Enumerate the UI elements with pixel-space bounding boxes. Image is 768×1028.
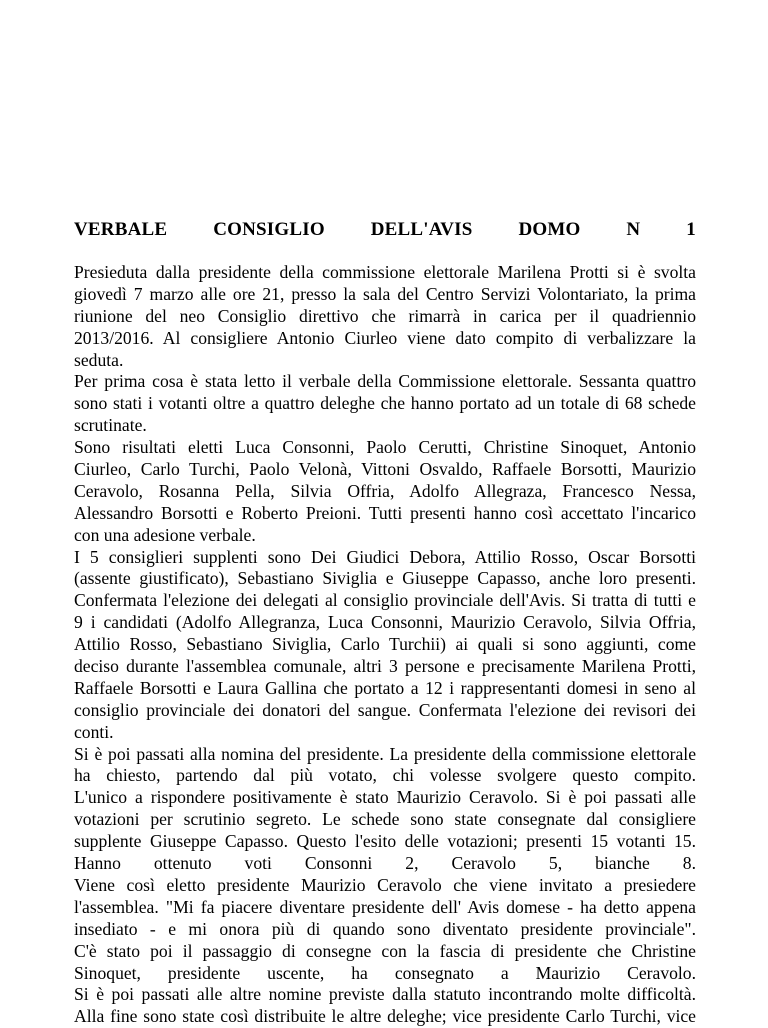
body-line: riunione del neo Consiglio direttivo che rimarrà in carica per il quadriennio	[74, 305, 696, 326]
title-word: 1	[686, 219, 696, 240]
body-line: Alessandro Borsotti e Roberto Preioni. Tutti presenti hanno così accettato l'incarico	[74, 502, 696, 523]
body-line: L'unico a rispondere positivamente è stato Maurizio Ceravolo. Si è poi passati alle	[74, 787, 696, 808]
document-title	[74, 218, 696, 242]
body-line: Ciurleo, Carlo Turchi, Paolo Velonà, Vittoni Osvaldo, Raffaele Borsotti, Maurizio	[74, 459, 696, 480]
body-line: Si è poi passati alle altre nomine previste dalla statuto incontrando molte difficoltà.	[74, 984, 696, 1005]
body-line: C'è stato poi il passaggio di consegne con la fascia di presidente che Christine	[74, 940, 696, 961]
body-line: Presieduta dalla presidente della commissione elettorale Marilena Protti si è svolta	[74, 262, 696, 282]
body-line: Hanno ottenuto voti Consonni 2, Ceravolo 5, bianche 8.	[74, 853, 696, 874]
title-word: N	[626, 219, 641, 240]
body-line: Raffaele Borsotti e Laura Gallina che portato a 12 i rappresentanti domesi in seno al	[74, 677, 696, 698]
body-line: deciso durante l'assemblea comunale, altri 3 persone e precisamente Marilena Protti,	[74, 656, 696, 677]
body-line: Per prima cosa è stata letto il verbale della Commissione elettorale. Sessanta quattro	[74, 371, 696, 392]
title-word: CONSIGLIO	[213, 219, 325, 240]
body-line: Alla fine sono state così distribuite le altre deleghe; vice presidente Carlo Turchi, vice	[74, 1006, 696, 1027]
body-line: I 5 consiglieri supplenti sono Dei Giudici Debora, Attilio Rosso, Oscar Borsotti	[74, 546, 696, 567]
body-line: consiglio provinciale dei donatori del sangue. Confermata l'elezione dei revisori dei	[74, 699, 696, 720]
body-line: conti.	[74, 721, 114, 742]
body-line: giovedì 7 marzo alle ore 21, presso la sala del Centro Servizi Volontariato, la prima	[74, 283, 696, 304]
body-line: scrutinate.	[74, 415, 147, 436]
body-line: Viene così eletto presidente Maurizio Ceravolo che viene invitato a presiedere	[74, 874, 696, 895]
body-line: supplente Giuseppe Capasso. Questo l'esito delle votazioni; presenti 15 votanti 15.	[74, 831, 696, 852]
body-line: Attilio Rosso, Sebastiano Siviglia, Carlo Turchii) ai quali si sono aggiunti, come	[74, 634, 696, 655]
title-word: DELL'AVIS	[370, 219, 473, 240]
title-word: DOMO	[518, 219, 581, 240]
body-line: 9 i candidati (Adolfo Allegranza, Luca Consonni, Maurizio Ceravolo, Silvia Offria,	[74, 612, 696, 633]
body-line: 2013/2016. Al consigliere Antonio Ciurleo viene dato compito di verbalizzare la	[74, 327, 696, 348]
body-line: Ceravolo, Rosanna Pella, Silvia Offria, Adolfo Allegraza, Francesco Nessa,	[74, 480, 696, 501]
document-body	[74, 262, 696, 1028]
body-line: seduta.	[74, 349, 124, 370]
body-line: sono stati i votanti oltre a quattro deleghe che hanno portato ad un totale di 68 schede	[74, 393, 696, 414]
body-line: Si è poi passati alla nomina del presidente. La presidente della commissione elettorale	[74, 743, 696, 764]
title-word: VERBALE	[74, 219, 168, 240]
body-line: votazioni per scrutinio segreto. Le schede sono state consegnate dal consigliere	[74, 809, 696, 830]
body-line: (assente giustificato), Sebastiano Siviglia e Giuseppe Capasso, anche loro presenti.	[74, 568, 696, 589]
body-line: l'assemblea. "Mi fa piacere diventare presidente dell' Avis domese - ha detto appena	[74, 896, 696, 917]
body-line: insediato - e mi onora più di quando sono diventato presidente provinciale".	[74, 918, 696, 939]
body-line: ha chiesto, partendo dal più votato, chi volesse svolgere questo compito.	[74, 765, 696, 786]
body-line: Sinoquet, presidente uscente, ha consegnato a Maurizio Ceravolo.	[74, 962, 696, 983]
body-line: con una adesione verbale.	[74, 524, 256, 545]
body-line: Confermata l'elezione dei delegati al consiglio provinciale dell'Avis. Si tratta di tutti e	[74, 590, 696, 611]
body-line: Sono risultati eletti Luca Consonni, Paolo Cerutti, Christine Sinoquet, Antonio	[74, 437, 696, 458]
